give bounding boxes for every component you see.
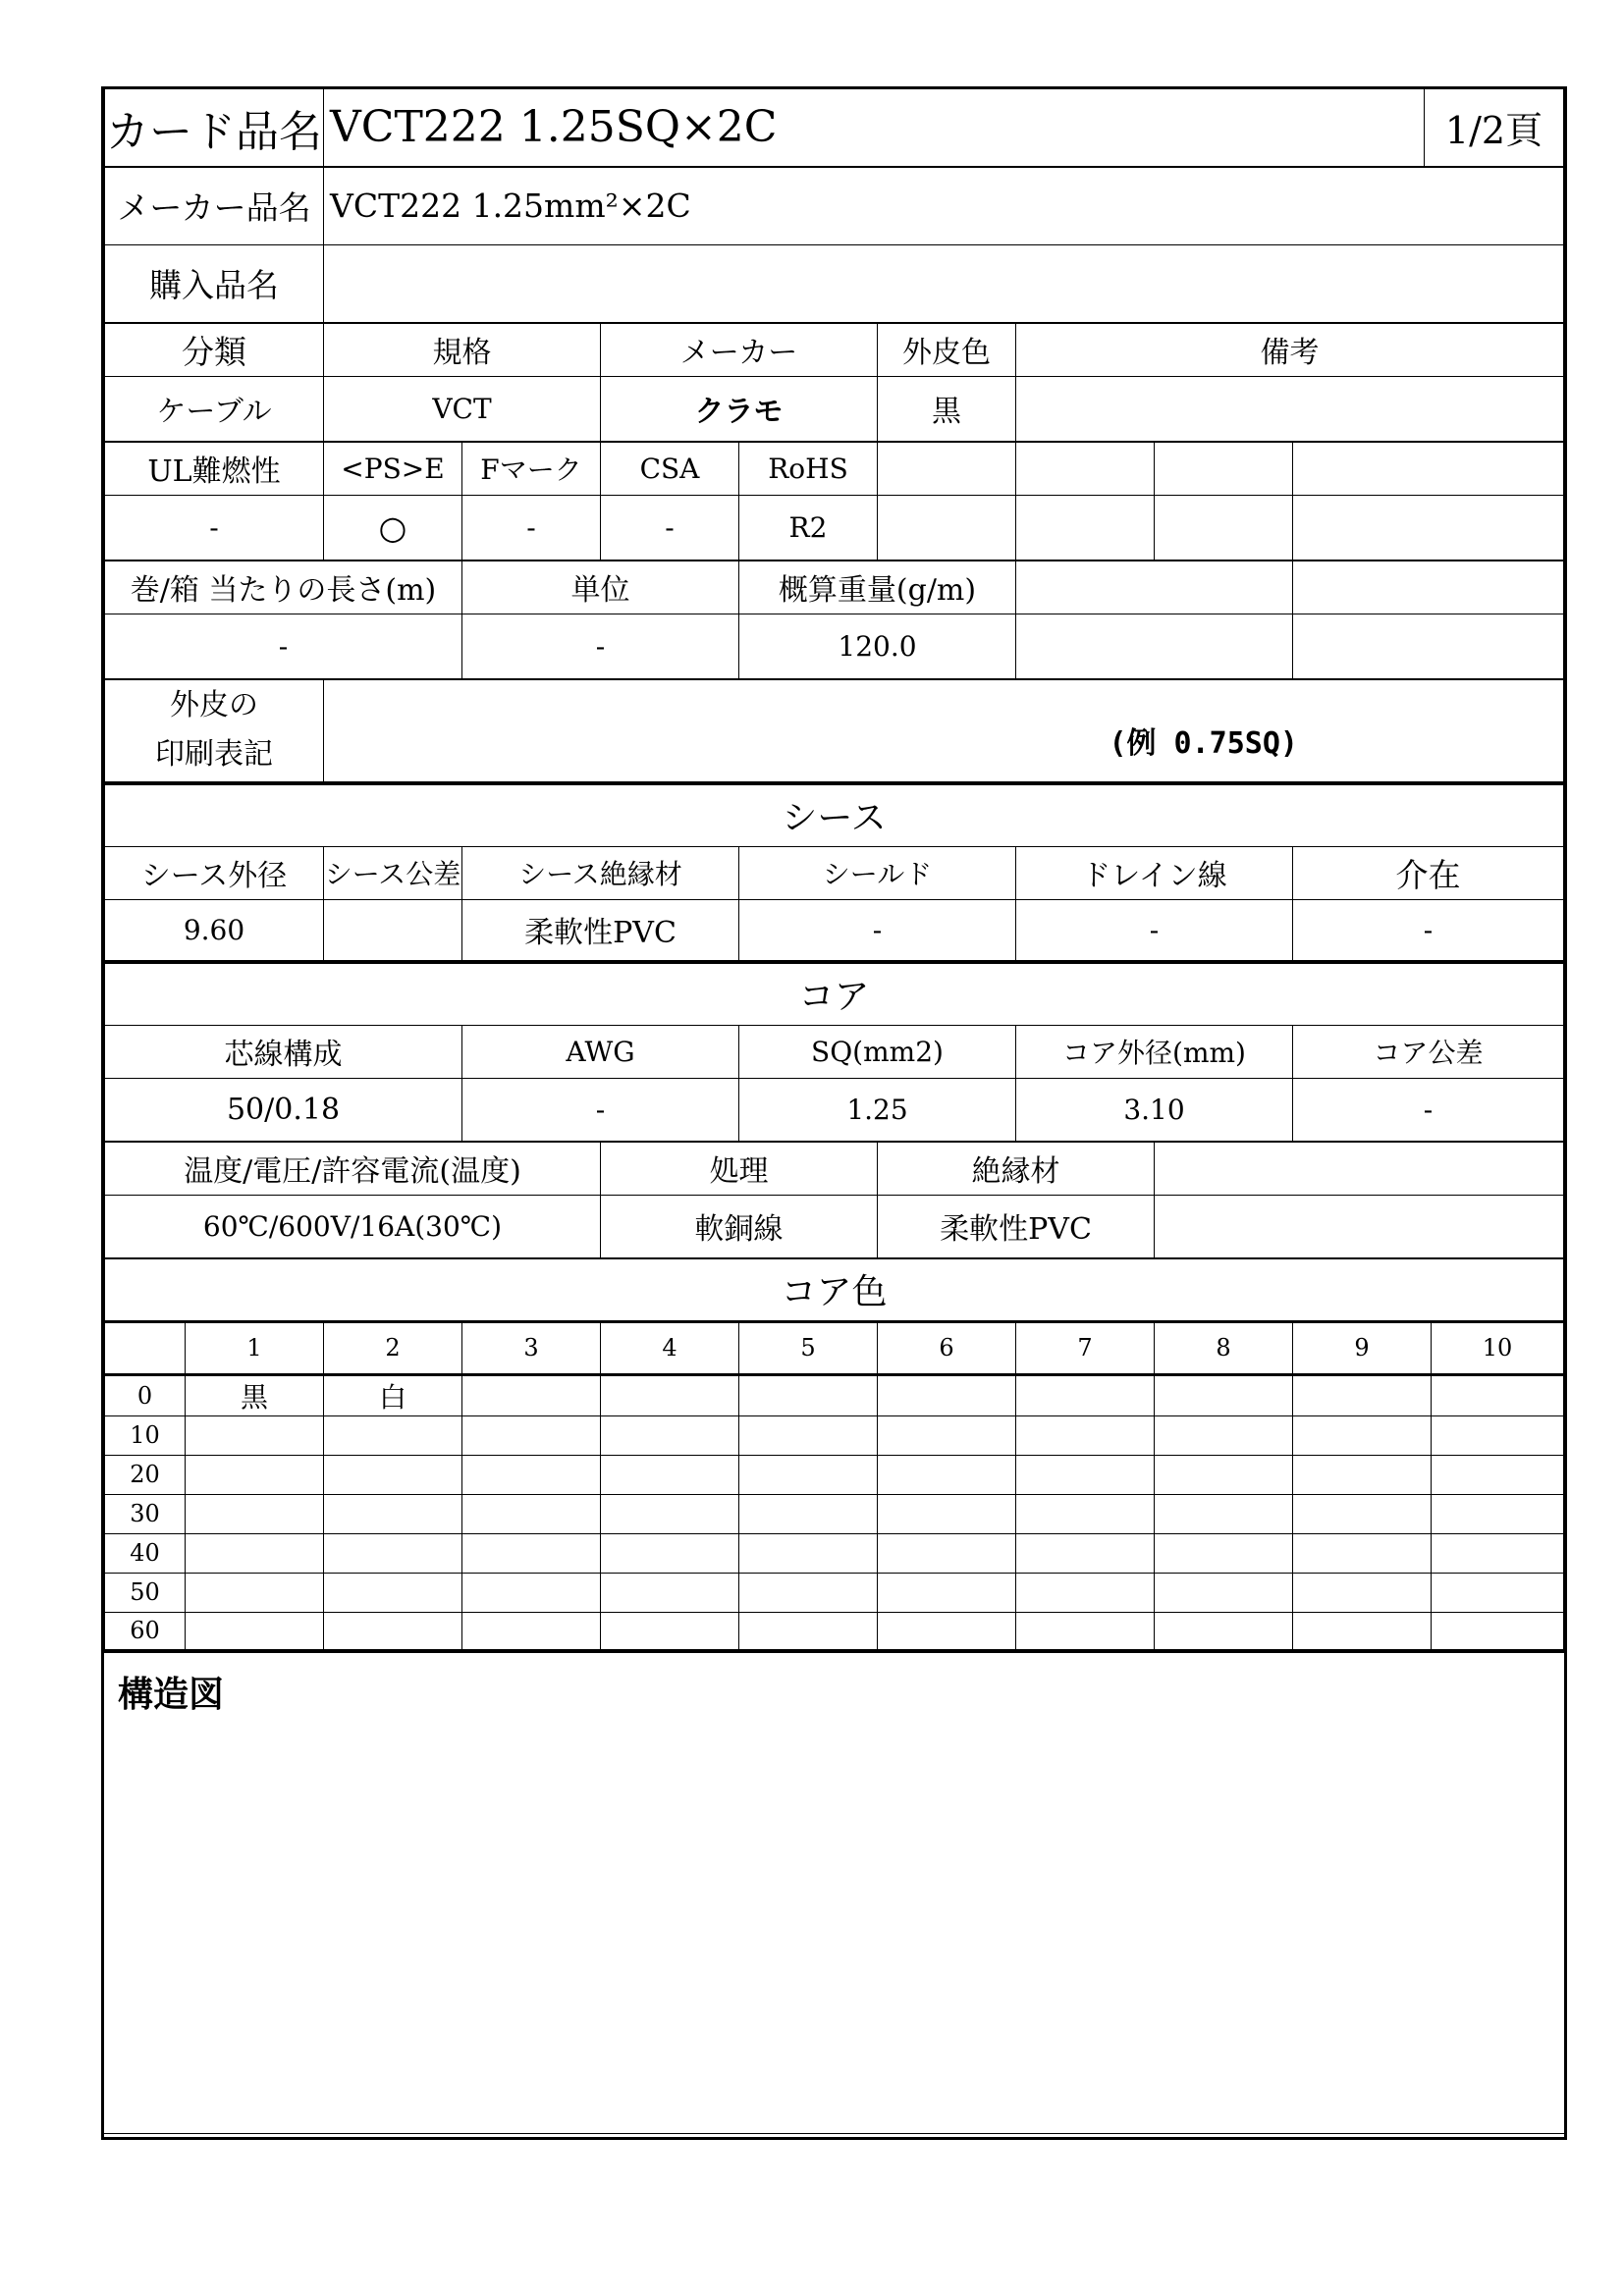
core-color-cell [739,1374,878,1415]
core-color-section-title: コア色 [105,1258,1564,1321]
rating-value-blank [1155,1195,1564,1257]
rohs-value: R2 [739,495,878,560]
sheath-insulation-value: 柔軟性PVC [462,899,739,960]
sq-header: SQ(mm2) [739,1025,1016,1078]
core-color-cell [1016,1573,1155,1612]
cert-value-blank [1016,495,1155,560]
table-row [105,1455,1564,1494]
core-color-cell [462,1494,601,1533]
core-color-cell [1155,1494,1293,1533]
packaging-value-blank [1293,614,1564,678]
core-color-cell [324,1415,462,1455]
maker-name-value: VCT222 1.25mm²×2C [324,167,1564,244]
cert-value-blank [878,495,1016,560]
core-color-cell [462,1573,601,1612]
core-color-header-row [105,1321,1564,1374]
row-label: 60 [105,1612,186,1649]
card-name-label [105,89,324,166]
core-color-cell [878,1494,1016,1533]
page-indicator: 1/2頁 [1425,89,1564,166]
f-mark-value: - [462,495,601,560]
core-color-cell [462,1374,601,1415]
print-marking-label-line1: 外皮の [170,688,258,722]
row-label: 10 [105,1415,186,1455]
core-color-col: 2 [324,1321,462,1374]
core-color-col: 8 [1155,1321,1293,1374]
shield-value: - [739,899,1016,960]
rating-value: 60℃/600V/16A(30℃) [105,1195,601,1257]
ul-flame-value: - [105,495,324,560]
core-color-cell [601,1612,739,1649]
packaging-value-blank [1016,614,1293,678]
sheath-table [104,782,1564,961]
core-color-col: 4 [601,1321,739,1374]
pse-header: <PS>E [324,442,462,495]
core-color-cell: 黒 [186,1374,324,1415]
insulation-header: 絶縁材 [878,1142,1155,1195]
purchase-name-value [324,244,1564,322]
core-color-cell [1432,1494,1564,1533]
core-color-cell [739,1494,878,1533]
core-color-cell [1432,1455,1564,1494]
core-color-cell [878,1415,1016,1455]
core-color-cell [1155,1415,1293,1455]
core-color-cell [878,1533,1016,1573]
purchase-name-label: 購入品名 [105,244,324,322]
core-color-col: 10 [1432,1321,1564,1374]
cert-header-blank [1016,442,1155,495]
core-color-cell [1016,1494,1155,1533]
core-color-cell [1016,1455,1155,1494]
core-od-value: 3.10 [1016,1078,1293,1141]
weight-header: 概算重量(g/m) [739,561,1016,614]
awg-value: - [462,1078,739,1141]
core-color-cell [1016,1415,1155,1455]
core-color-cell [1016,1374,1155,1415]
table-row [105,1533,1564,1573]
print-marking-label-line2: 印刷表記 [155,737,273,772]
core-color-cell [1293,1374,1432,1415]
maker-value: クラモ [601,376,878,441]
core-rating-table [104,1142,1564,1258]
core-color-col: 5 [739,1321,878,1374]
names-table [104,167,1564,323]
core-color-cell [1155,1374,1293,1415]
unit-value: - [462,614,739,678]
csa-value: - [601,495,739,560]
packaging-table [104,561,1564,679]
standard-header: 規格 [324,323,601,376]
core-color-cell [1293,1415,1432,1455]
filler-header: 介在 [1293,846,1564,899]
core-color-cell [1293,1494,1432,1533]
jacket-color-value: 黒 [878,376,1016,441]
structure-table [104,1650,1564,2148]
cert-value-blank [1293,495,1564,560]
core-color-cell [1293,1612,1432,1649]
unit-header: 単位 [462,561,739,614]
core-color-col: 6 [878,1321,1016,1374]
core-color-cell [878,1374,1016,1415]
core-color-cell [1432,1374,1564,1415]
core-color-cell [1155,1573,1293,1612]
row-label: 20 [105,1455,186,1494]
awg-header: AWG [462,1025,739,1078]
standard-value: VCT [324,376,601,441]
length-per-reel-header: 巻/箱 当たりの長さ(m) [105,561,462,614]
spec-card [101,86,1567,2140]
core-color-cell [186,1573,324,1612]
core-color-cell [462,1455,601,1494]
pse-value: ○ [324,495,462,560]
remarks-value [1016,376,1564,441]
core-color-cell [1293,1573,1432,1612]
core-color-cell [1155,1533,1293,1573]
core-color-cell [601,1533,739,1573]
drain-wire-header: ドレイン線 [1016,846,1293,899]
core-color-cell [462,1415,601,1455]
core-section-title: コア [105,962,1564,1025]
table-row [105,1612,1564,1649]
core-table [104,961,1564,1142]
sq-value: 1.25 [739,1078,1016,1141]
sheath-od-header: シース外径 [105,846,324,899]
conductor-config-value: 50/0.18 [105,1078,462,1141]
drain-wire-value: - [1016,899,1293,960]
table-row [105,1415,1564,1455]
shield-header: シールド [739,846,1016,899]
core-color-cell [1432,1573,1564,1612]
core-color-table [104,1258,1564,1650]
core-color-col: 9 [1293,1321,1432,1374]
table-row [105,1573,1564,1612]
core-color-cell [1016,1612,1155,1649]
card-name-table [104,89,1564,167]
core-color-cell [739,1455,878,1494]
cert-value-blank [1155,495,1293,560]
core-tolerance-value: - [1293,1078,1564,1141]
core-color-cell [601,1415,739,1455]
row-label: 50 [105,1573,186,1612]
certifications-table [104,442,1564,561]
core-color-cell [186,1455,324,1494]
table-row [105,1494,1564,1533]
print-marking-value: (例 0.75SQ) [324,679,1564,781]
core-color-cell [186,1533,324,1573]
core-color-cell [601,1374,739,1415]
core-color-cell [601,1573,739,1612]
weight-value: 120.0 [739,614,1016,678]
core-tolerance-header: コア公差 [1293,1025,1564,1078]
core-color-cell [601,1455,739,1494]
packaging-header-blank [1016,561,1293,614]
jacket-color-header: 外皮色 [878,323,1016,376]
core-color-cell [878,1455,1016,1494]
core-color-cell [1432,1612,1564,1649]
csa-header: CSA [601,442,739,495]
core-color-cell [1155,1455,1293,1494]
core-color-cell [1293,1533,1432,1573]
core-color-cell [1432,1415,1564,1455]
core-color-cell [1432,1533,1564,1573]
core-color-cell [1293,1455,1432,1494]
ul-flame-header: UL難燃性 [105,442,324,495]
filler-value: - [1293,899,1564,960]
packaging-header-blank [1293,561,1564,614]
maker-header: メーカー [601,323,878,376]
core-color-cell [324,1573,462,1612]
conductor-config-header: 芯線構成 [105,1025,462,1078]
core-color-corner [105,1321,186,1374]
core-color-cell [739,1612,878,1649]
core-color-cell [324,1533,462,1573]
core-color-cell [186,1612,324,1649]
core-color-cell [462,1612,601,1649]
structure-diagram-area [104,1651,1564,2148]
insulation-value: 柔軟性PVC [878,1195,1155,1257]
classification-value: ケーブル [105,376,324,441]
cert-header-blank [1155,442,1293,495]
core-od-header: コア外径(mm) [1016,1025,1293,1078]
row-label: 40 [105,1533,186,1573]
core-color-cell [462,1533,601,1573]
length-per-reel-value: - [105,614,462,678]
cert-header-blank [878,442,1016,495]
core-color-col: 1 [186,1321,324,1374]
row-label: 0 [105,1374,186,1415]
row-label: 30 [105,1494,186,1533]
print-marking-table [104,679,1564,782]
core-color-cell [739,1415,878,1455]
card-name-value: VCT222 1.25SQ×2C [324,89,1425,166]
cert-header-blank [1293,442,1564,495]
rating-header-blank [1155,1142,1564,1195]
treatment-value: 軟銅線 [601,1195,878,1257]
f-mark-header: Fマーク [462,442,601,495]
core-color-cell [601,1494,739,1533]
core-color-cell [186,1494,324,1533]
core-color-col: 3 [462,1321,601,1374]
table-row [105,1374,1564,1415]
sheath-od-value: 9.60 [105,899,324,960]
core-color-cell [324,1494,462,1533]
classification-table [104,323,1564,442]
core-color-cell [739,1533,878,1573]
core-color-cell [878,1573,1016,1612]
core-color-cell [1016,1533,1155,1573]
treatment-header: 処理 [601,1142,878,1195]
core-color-cell [324,1612,462,1649]
print-marking-label [105,679,324,781]
core-color-cell: 白 [324,1374,462,1415]
card-name-label-text: カード品名 [106,106,322,157]
maker-name-label: メーカー品名 [105,167,324,244]
core-color-cell [186,1415,324,1455]
sheath-insulation-header: シース絶縁材 [462,846,739,899]
core-color-col: 7 [1016,1321,1155,1374]
core-color-cell [878,1612,1016,1649]
core-color-cell [1155,1612,1293,1649]
sheath-tolerance-header: シース公差 [324,846,462,899]
structure-diagram-label: 構造図 [118,1674,225,1715]
rating-header: 温度/電圧/許容電流(温度) [105,1142,601,1195]
classification-header: 分類 [105,323,324,376]
core-color-cell [324,1455,462,1494]
core-color-cell [739,1573,878,1612]
rohs-header: RoHS [739,442,878,495]
sheath-tolerance-value [324,899,462,960]
remarks-header: 備考 [1016,323,1564,376]
sheath-section-title: シース [105,783,1564,846]
